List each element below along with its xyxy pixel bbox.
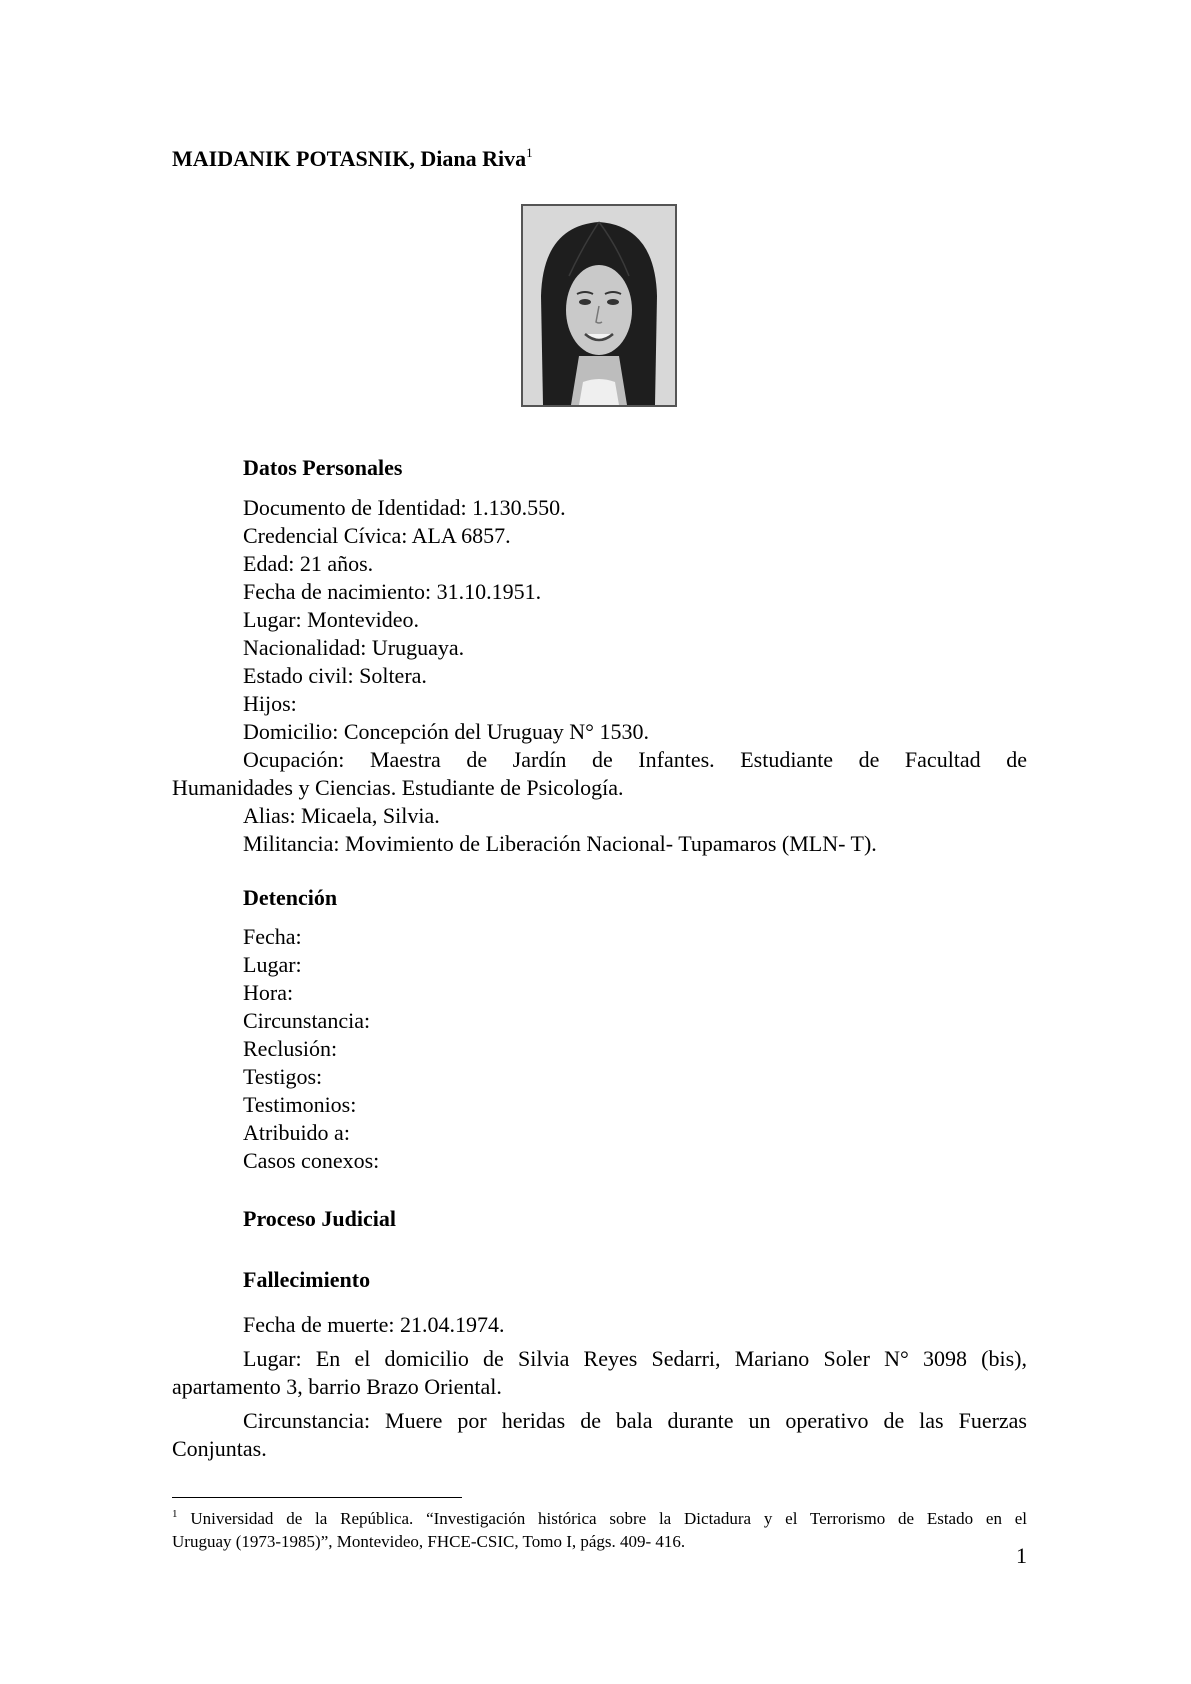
field-alias: Alias: Micaela, Silvia.	[243, 803, 440, 828]
detencion-field: Casos conexos:	[243, 1148, 380, 1173]
portrait-photo	[521, 204, 677, 407]
field-estado-civil: Estado civil: Soltera.	[243, 663, 427, 688]
field-fecha-muerte: Fecha de muerte: 21.04.1974.	[243, 1312, 505, 1337]
section-heading-proceso-judicial: Proceso Judicial	[243, 1206, 396, 1231]
footnote-text: Universidad de la República. “Investigación histórica sobre la Dictadura y el Terrorismo de Estado en el	[190, 1509, 1028, 1528]
field-lugar-muerte: Lugar: En el domicilio de Silvia Reyes Sedarri, Mariano Soler N° 3098 (bis),	[243, 1346, 1027, 1371]
field-edad: Edad: 21 años.	[243, 551, 374, 576]
field-fecha-nacimiento: Fecha de nacimiento: 31.10.1951.	[243, 579, 542, 604]
footnote-ref: 1	[526, 145, 533, 160]
field-ocupacion-cont: Humanidades y Ciencias. Estudiante de Psicología.	[172, 775, 624, 800]
detencion-field: Testigos:	[243, 1064, 323, 1089]
field-circunstancia-muerte: Circunstancia: Muere por heridas de bala durante un operativo de las Fuerzas	[243, 1408, 1027, 1433]
field-credencial: Credencial Cívica: ALA 6857.	[243, 523, 511, 548]
detencion-field: Testimonios:	[243, 1092, 357, 1117]
field-hijos: Hijos:	[243, 691, 297, 716]
page-number: 1	[1016, 1543, 1027, 1568]
field-circunstancia-muerte-cont: Conjuntas.	[172, 1436, 267, 1461]
detencion-field: Fecha:	[243, 924, 302, 949]
person-name: MAIDANIK POTASNIK, Diana Riva	[172, 146, 527, 171]
detencion-field: Circunstancia:	[243, 1008, 371, 1033]
detencion-field: Reclusión:	[243, 1036, 338, 1061]
footnote-divider	[172, 1497, 462, 1498]
section-heading-detencion: Detención	[243, 885, 338, 910]
footnote-number: 1	[172, 1508, 178, 1520]
field-ocupacion: Ocupación: Maestra de Jardín de Infantes. Estudiante de Facultad de	[243, 747, 1027, 772]
detencion-field: Lugar:	[243, 952, 302, 977]
field-militancia: Militancia: Movimiento de Liberación Nacional- Tupamaros (MLN- T).	[243, 831, 877, 856]
field-documento: Documento de Identidad: 1.130.550.	[243, 495, 566, 520]
footnote	[172, 1507, 1027, 1530]
section-heading-datos-personales: Datos Personales	[243, 455, 403, 480]
field-nacionalidad: Nacionalidad: Uruguaya.	[243, 635, 465, 660]
detencion-field: Hora:	[243, 980, 294, 1005]
field-lugar-muerte-cont: apartamento 3, barrio Brazo Oriental.	[172, 1374, 502, 1399]
field-domicilio: Domicilio: Concepción del Uruguay N° 1530.	[243, 719, 649, 744]
portrait-image	[523, 206, 675, 405]
field-lugar: Lugar: Montevideo.	[243, 607, 419, 632]
footnote-text-cont: Uruguay (1973-1985)”, Montevideo, FHCE-CSIC, Tomo I, págs. 409- 416.	[172, 1532, 686, 1551]
detencion-field: Atribuido a:	[243, 1120, 350, 1145]
section-heading-fallecimiento: Fallecimiento	[243, 1267, 371, 1292]
page-title	[172, 145, 533, 173]
